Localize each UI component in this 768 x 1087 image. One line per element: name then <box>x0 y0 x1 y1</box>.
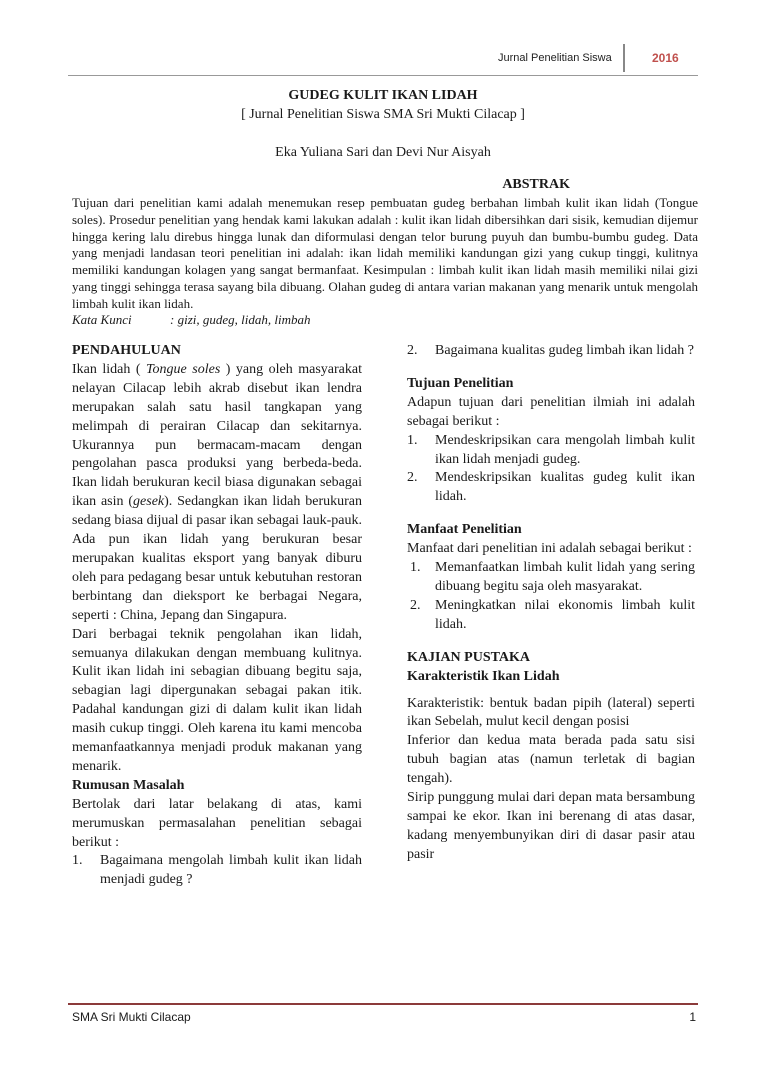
karakteristik-paragraph-3: Sirip punggung mulai dari depan mata bersambung sampai ke ekor. Ikan ini berenang di atas dasar, kadang menyembunyikan diri di dasar pasir atau pasir <box>407 790 695 862</box>
list-number: 2. <box>407 470 418 486</box>
keywords-label: Kata Kunci <box>72 312 132 327</box>
tujuan-heading: Tujuan Penelitian <box>407 375 514 391</box>
pendahuluan-heading: PENDAHULUAN <box>72 343 181 358</box>
list-number: 1. <box>72 853 83 869</box>
rumusan-list <box>72 852 362 890</box>
abstract-text: Tujuan dari penelitian kami adalah menemukan resep pembuatan gudeg berbahan limbah kulit ikan lidah (Tongue soles). Prosedur penelitian yang hendak kami lakukan adalah : kulit ikan lidah dibersihkan dari sisik, kemudian dijemur hingga kering lalu direbus hingga lunak dan diformulasi dengan telor burung puyuh dan bumbu-bumbu gudeg. Data yang menjadi landasan teori penelitian ini adalah: ikan lidah memiliki kandungan gizi yang cukup tinggi, kulitnya memiliki kandungan kolagen yang sangat bermanfaat. Kesimpulan : limbah kulit ikan lidah masih memiliki nilai gizi yang tinggi sehingga terasa sayang bila dibuang. Olahan gudeg di antara varian makanan yang menarik untuk mengolah limbah kulit ikan lidah. <box>72 195 698 311</box>
right-column <box>407 342 695 865</box>
pendahuluan-paragraph-2: Dari berbagai teknik pengolahan ikan lidah, semuanya dilakukan dengan membuang kulitnya. Kulit ikan lidah ini sebagian dibuang begitu saja, sebagian lagi dipergunakan sebagai pakan itik. Padahal kandungan gizi di dalam kulit ikan lidah masih cukup tinggi. Oleh karena itu kami mencoba memanfaatkannya menjadi produk makanan yang menarik. <box>72 626 362 774</box>
page-number: 1 <box>689 1010 696 1024</box>
journal-line: [ Jurnal Penelitian Siswa SMA Sri Mukti Cilacap ] <box>241 107 525 122</box>
list-text: Mendeskripsikan kualitas gudeg kulit ikan lidah. <box>435 470 695 505</box>
pendahuluan-paragraph-1 <box>72 361 362 626</box>
list-number: 1. <box>407 432 418 448</box>
list-number: 2. <box>410 597 421 613</box>
karakteristik-paragraph-2: Inferior dan kedua mata berada pada satu sisi tubuh bagian atas (namun terletak di bagian tengah). <box>407 733 695 787</box>
list-item <box>72 852 362 890</box>
karakteristik-heading: Karakteristik Ikan Lidah <box>407 668 560 684</box>
list-number: 2. <box>407 343 418 358</box>
text-run: ). Sedangkan ikan lidah berukuran sedang biasa dijual di pasar ikan sebagai lauk-pauk. Ada pun ikan lidah yang berukuran besar merupakan kualitas eksport yang banyak diburu oleh para pedagang besar untuk kebutuhan restoran berbintang dan dieksport ke berbagai Negara, seperti : China, Jepang dan Singapura. <box>72 494 363 623</box>
abstract-body <box>72 195 698 313</box>
list-text: Memanfaatkan limbah kulit lidah yang sering dibuang begitu saja oleh masyarakat. <box>435 560 695 594</box>
manfaat-text: Manfaat dari penelitian ini adalah sebagai berikut : <box>407 541 692 557</box>
keywords <box>72 312 310 328</box>
rumusan-heading: Rumusan Masalah <box>72 777 185 793</box>
rumusan-list-continued <box>407 342 695 361</box>
footer-school: SMA Sri Mukti Cilacap <box>72 1010 191 1024</box>
list-text: Bagaimana kualitas gudeg limbah ikan lidah ? <box>435 343 694 358</box>
footer-rule <box>68 1003 698 1005</box>
tujuan-text: Adapun tujuan dari penelitian ilmiah ini adalah sebagai berikut : <box>407 394 695 429</box>
list-text: Mendeskripsikan cara mengolah limbah kulit ikan lidah menjadi gudeg. <box>435 432 695 467</box>
tujuan-list <box>407 432 695 508</box>
list-item <box>407 559 695 597</box>
keywords-value: : gizi, gudeg, lidah, limbah <box>170 312 311 327</box>
list-item <box>407 469 695 507</box>
paper-title: GUDEG KULIT IKAN LIDAH <box>288 88 478 103</box>
text-run: Ikan lidah ( <box>72 361 147 377</box>
authors: Eka Yuliana Sari dan Devi Nur Aisyah <box>275 145 491 160</box>
list-item <box>407 342 695 361</box>
list-number: 1. <box>410 560 421 576</box>
text-run: ) yang oleh masyarakat nelayan Cilacap lebih akrab disebut ikan lendra merupakan salah satu hasil tangkapan yang melimpah di perairan Cilacap dan sekitarnya. Ukurannya pun bermacam-macam dengan pengolahan pasca produksi yang berbeda-beda. Ikan lidah berukuran kecil biasa digunakan sebagai ikan asin ( <box>72 361 362 510</box>
italic-term: gesek <box>133 494 165 510</box>
rumusan-text: Bertolak dari latar belakang di atas, kami merumuskan permasalahan penelitian sebagai berikut : <box>72 796 362 850</box>
header-journal-name: Jurnal Penelitian Siswa <box>498 52 612 64</box>
header-divider <box>623 44 625 72</box>
header-rule <box>68 75 698 76</box>
list-text: Meningkatkan nilai ekonomis limbah kulit lidah. <box>435 597 695 632</box>
italic-term: Tongue soles <box>146 361 221 377</box>
list-item <box>407 432 695 470</box>
list-item <box>407 597 695 635</box>
abstract-heading: ABSTRAK <box>502 177 570 192</box>
header-year: 2016 <box>652 51 679 65</box>
manfaat-list <box>407 559 695 635</box>
karakteristik-paragraph-1: Karakteristik: bentuk badan pipih (lateral) seperti ikan Sebelah, mulut kecil dengan posisi <box>407 695 695 730</box>
left-column <box>72 342 362 890</box>
list-text: Bagaimana mengolah limbah kulit ikan lidah menjadi gudeg ? <box>100 853 362 888</box>
kajian-heading: KAJIAN PUSTAKA <box>407 649 531 665</box>
manfaat-heading: Manfaat Penelitian <box>407 522 522 538</box>
